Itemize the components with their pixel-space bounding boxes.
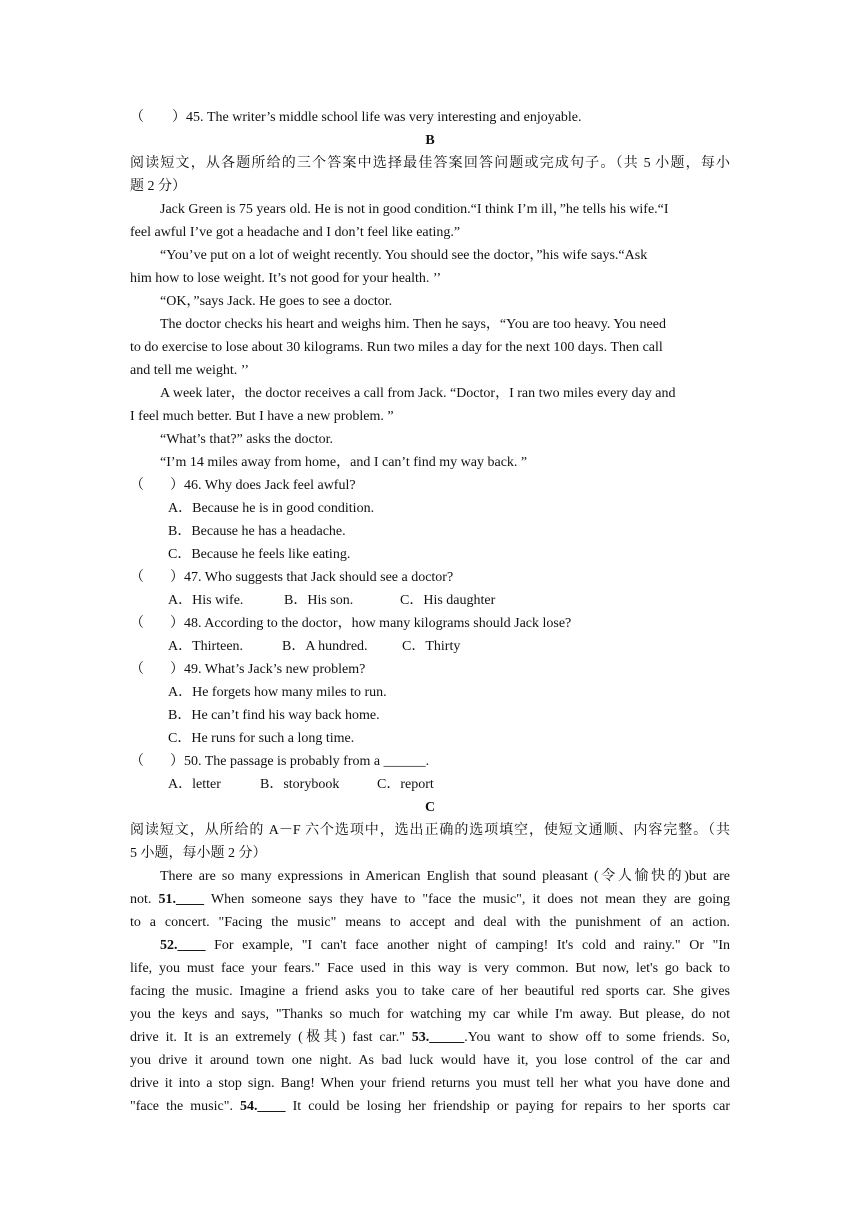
section-c-instruction: 阅读短文，从所给的 A－F 六个选项中，选出正确的选项填空，使短文通顺、内容完整。（共: [130, 823, 730, 838]
passage-line: you the keys and says, "Thanks so much for watching my car while I'm away. But please, do not: [130, 1007, 730, 1022]
passage-line: “I’m 14 miles away from home，and I can’t find my way back. ”: [160, 455, 528, 470]
question-45: [130, 106, 730, 129]
option-b: B．He can’t find his way back home.: [168, 708, 380, 723]
answer-paren[interactable]: （: [130, 570, 144, 585]
passage-line: life, you must face your fears." Face used in this way is very common. But now, let's go back to: [130, 961, 730, 976]
option-c: C．Because he feels like eating.: [168, 547, 351, 562]
passage-text: .You want to show off to some friends. So,: [464, 1030, 730, 1045]
passage-line: him how to lose weight. It’s not good for your health. ’’: [130, 271, 442, 286]
document-page: [130, 106, 730, 1118]
option-a: A．Because he is in good condition.: [168, 501, 375, 516]
question-text: ）48. According to the doctor，how many kilograms should Jack lose?: [170, 616, 572, 631]
section-b-heading: B: [425, 133, 435, 148]
passage-line: “OK，”says Jack. He goes to see a doctor.: [160, 294, 393, 309]
passage-line: There are so many expressions in American English that sound pleasant (令人愉快的)but are: [160, 869, 730, 884]
passage-line: to do exercise to lose about 30 kilograms. Run two miles a day for the next 100 days. Then call: [130, 340, 663, 355]
section-b-instruction-cont: 题 2 分）: [130, 179, 186, 194]
option-c: C．His daughter: [400, 593, 496, 608]
option-b: B．A hundred.: [282, 639, 368, 654]
section-c-instruction-cont: 5 小题，每小题 2 分）: [130, 846, 267, 861]
passage-line: [130, 934, 730, 957]
option-a: A．letter: [168, 777, 221, 792]
option-a: A．He forgets how many miles to run.: [168, 685, 387, 700]
question-text: ）46. Why does Jack feel awful?: [170, 478, 356, 493]
passage-line: “You’ve put on a lot of weight recently. You should see the doctor，”his wife says.“Ask: [160, 248, 648, 263]
question-46: [130, 474, 730, 497]
question-47: [130, 566, 730, 589]
passage-line: The doctor checks his heart and weighs him. Then he says，“You are too heavy. You need: [160, 317, 666, 332]
options-row: [130, 589, 730, 612]
passage-text: "face the music".: [130, 1099, 241, 1114]
question-49: [130, 658, 730, 681]
question-text: ）47. Who suggests that Jack should see a doctor?: [170, 570, 454, 585]
question-48: [130, 612, 730, 635]
passage-text: For example, "I can't face another night of camping! It's cold and rainy." Or "In: [205, 938, 730, 953]
answer-paren[interactable]: （: [130, 616, 144, 631]
answer-paren[interactable]: （: [130, 478, 144, 493]
passage-line: [130, 888, 730, 911]
question-text: ）50. The passage is probably from a ______.: [170, 754, 430, 769]
passage-line: “What’s that?” asks the doctor.: [160, 432, 333, 447]
passage-text: not.: [130, 892, 159, 907]
blank-53[interactable]: 53._____: [411, 1030, 465, 1045]
passage-line: [130, 1095, 730, 1118]
answer-paren[interactable]: （: [130, 662, 144, 677]
blank-51[interactable]: 51.____: [158, 892, 205, 907]
option-c: C．He runs for such a long time.: [168, 731, 355, 746]
passage-line: I feel much better. But I have a new problem. ”: [130, 409, 394, 424]
option-b: B．Because he has a headache.: [168, 524, 346, 539]
option-b: B．storybook: [260, 777, 340, 792]
section-b-instruction: 阅读短文，从各题所给的三个答案中选择最佳答案回答问题或完成句子。（共 5 小题，每小: [130, 156, 730, 171]
option-c: C．report: [377, 777, 434, 792]
passage-line: feel awful I’ve got a headache and I don’t feel like eating.”: [130, 225, 461, 240]
passage-text: It could be losing her friendship or paying for repairs to her sports car: [285, 1099, 730, 1114]
passage-line: to a concert. "Facing the music" means to accept and deal with the punishment of an action.: [130, 915, 730, 930]
answer-paren[interactable]: （: [130, 754, 144, 769]
blank-54[interactable]: 54.____: [240, 1099, 286, 1114]
passage-line: and tell me weight. ’’: [130, 363, 250, 378]
options-row: [130, 635, 730, 658]
passage-line: Jack Green is 75 years old. He is not in good condition.“I think I’m ill，”he tells his wife.“I: [160, 202, 669, 217]
passage-line: A week later，the doctor receives a call from Jack. “Doctor，I ran two miles every day and: [160, 386, 676, 401]
passage-line: you drive it around town one night. As bad luck would have it, you lose control of the car and: [130, 1053, 730, 1068]
options-row: [130, 773, 730, 796]
question-text: ）49. What’s Jack’s new problem?: [170, 662, 366, 677]
blank-52[interactable]: 52.____: [160, 938, 206, 953]
passage-line: [130, 1026, 730, 1049]
section-c-heading: C: [424, 800, 436, 815]
option-a: A．Thirteen.: [168, 639, 244, 654]
answer-paren[interactable]: （ ）: [130, 110, 186, 125]
question-text: 45. The writer’s middle school life was very interesting and enjoyable.: [186, 110, 582, 125]
passage-text: When someone says they have to "face the music", it does not mean they are going: [204, 892, 730, 907]
option-a: A．His wife.: [168, 593, 244, 608]
option-c: C．Thirty: [402, 639, 461, 654]
passage-line: facing the music. Imagine a friend asks you to take care of her beautiful red sports car. She gives: [130, 984, 730, 999]
passage-text: drive it. It is an extremely (极其) fast car.": [130, 1030, 412, 1045]
option-b: B．His son.: [284, 593, 354, 608]
passage-line: drive it into a stop sign. Bang! When your friend returns you must tell her what you have done and: [130, 1076, 730, 1091]
question-50: [130, 750, 730, 773]
